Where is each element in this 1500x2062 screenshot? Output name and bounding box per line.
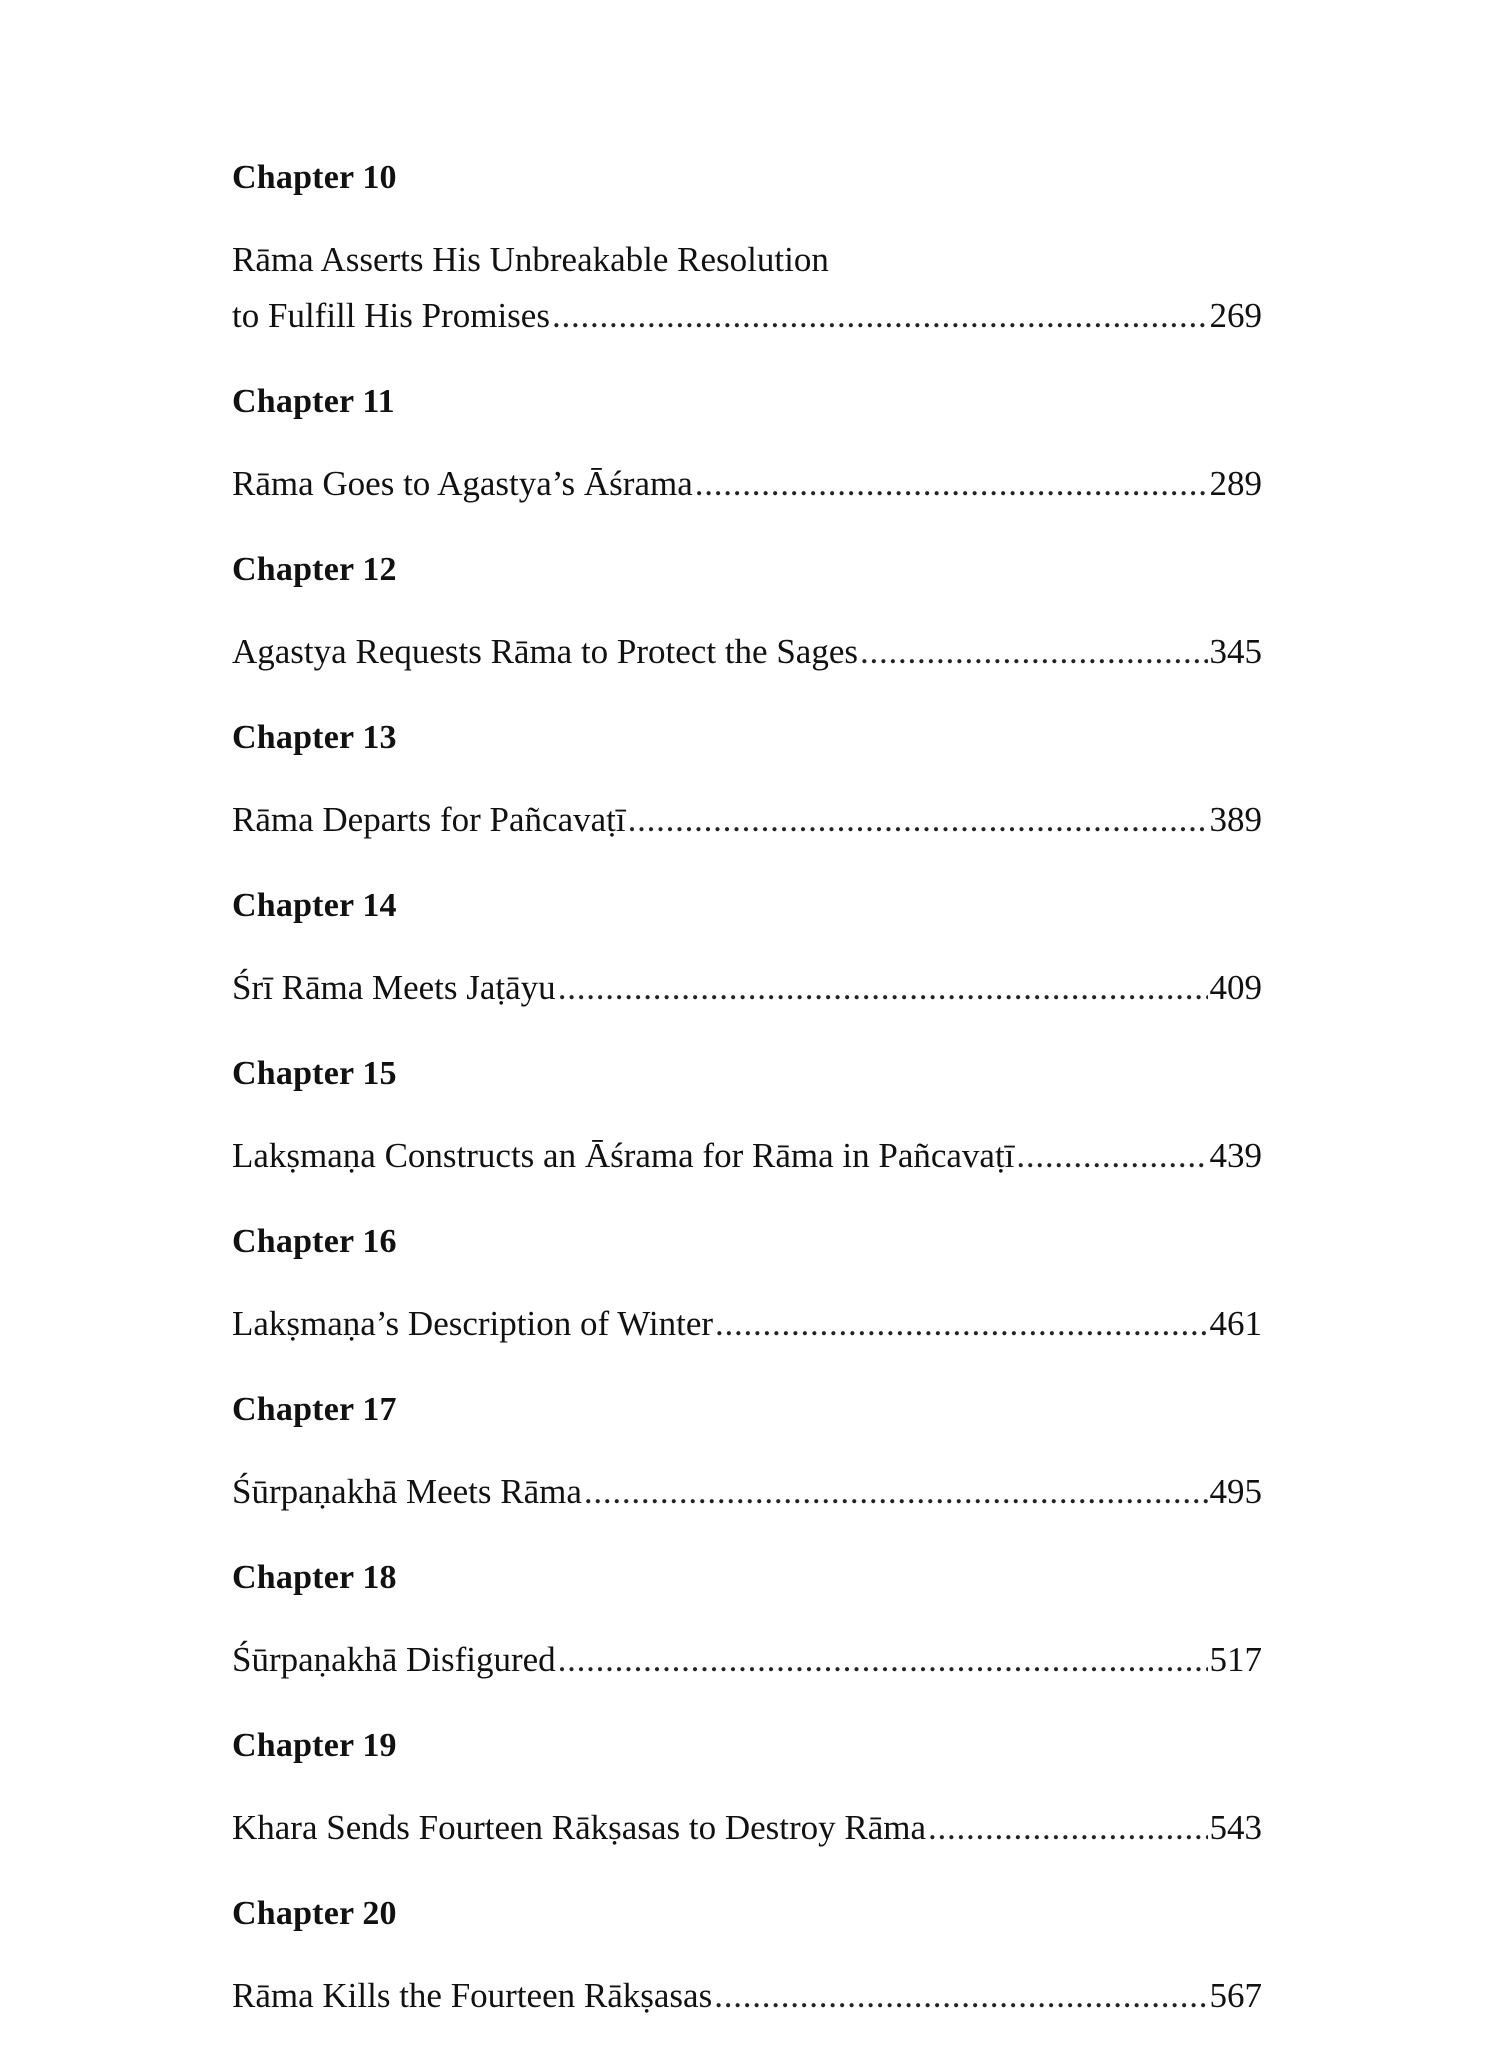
chapter-heading: Chapter 14 (232, 887, 397, 924)
dot-leader (928, 1800, 1207, 1856)
toc-entry (232, 1800, 1262, 1856)
chapter-heading: Chapter 10 (232, 159, 397, 196)
chapter-heading: Chapter 12 (232, 551, 397, 588)
toc-entry (232, 232, 1262, 344)
entry-title: Rāma Goes to Agastya’s Āśrama (232, 464, 693, 503)
toc-entry (232, 1128, 1262, 1184)
dot-leader (714, 1968, 1207, 2024)
page-number: 567 (1209, 1976, 1262, 2015)
dot-leader (715, 1296, 1207, 1352)
entry-title-line1: Rāma Asserts His Unbreakable Resolution (232, 240, 829, 279)
toc-entry (232, 792, 1262, 848)
toc-chapter-15 (232, 1054, 1262, 1184)
page-number: 543 (1209, 1808, 1262, 1847)
page-number: 439 (1209, 1136, 1262, 1175)
dot-leader (558, 960, 1208, 1016)
toc-chapter-17 (232, 1390, 1262, 1520)
table-of-contents (232, 158, 1262, 2062)
toc-entry (232, 1296, 1262, 1352)
toc-chapter-13 (232, 718, 1262, 848)
toc-entry (232, 624, 1262, 680)
entry-title: Śūrpaṇakhā Meets Rāma (232, 1472, 582, 1511)
chapter-heading: Chapter 11 (232, 383, 395, 420)
toc-entry (232, 1968, 1262, 2024)
chapter-heading: Chapter 18 (232, 1559, 397, 1596)
toc-chapter-16 (232, 1222, 1262, 1352)
toc-chapter-19 (232, 1726, 1262, 1856)
entry-title: to Fulfill His Promises (232, 296, 550, 335)
dot-leader (552, 288, 1208, 344)
toc-chapter-14 (232, 886, 1262, 1016)
entry-title: Khara Sends Fourteen Rākṣasas to Destroy Rāma (232, 1808, 927, 1847)
entry-title: Śrī Rāma Meets Jaṭāyu (232, 968, 556, 1007)
page-number: 389 (1209, 800, 1262, 839)
entry-title: Lakṣmaṇa’s Description of Winter (232, 1304, 714, 1343)
entry-title: Lakṣmaṇa Constructs an Āśrama for Rāma in Pañcavaṭī (232, 1136, 1015, 1175)
chapter-heading: Chapter 16 (232, 1223, 397, 1260)
toc-chapter-18 (232, 1558, 1262, 1688)
toc-chapter-20 (232, 1894, 1262, 2024)
toc-entry (232, 960, 1262, 1016)
page-number: 495 (1209, 1472, 1262, 1511)
chapter-heading: Chapter 13 (232, 719, 397, 756)
chapter-heading: Chapter 19 (232, 1727, 397, 1764)
entry-title: Śūrpaṇakhā Disfigured (232, 1640, 556, 1679)
dot-leader (628, 792, 1208, 848)
toc-chapter-11 (232, 382, 1262, 512)
entry-title: Rāma Departs for Pañcavaṭī (232, 800, 626, 839)
dot-leader (558, 1632, 1208, 1688)
page-number: 269 (1209, 296, 1262, 335)
page-number: 409 (1209, 968, 1262, 1007)
toc-entry (232, 1464, 1262, 1520)
toc-entry (232, 1632, 1262, 1688)
toc-chapter-12 (232, 550, 1262, 680)
dot-leader (584, 1464, 1208, 1520)
chapter-heading: Chapter 17 (232, 1391, 397, 1428)
toc-entry (232, 456, 1262, 512)
dot-leader (695, 456, 1208, 512)
dot-leader (860, 624, 1208, 680)
entry-title: Rāma Kills the Fourteen Rākṣasas (232, 1976, 713, 2015)
chapter-heading: Chapter 20 (232, 1895, 397, 1932)
page-number: 517 (1209, 1640, 1262, 1679)
page-number: 289 (1209, 464, 1262, 503)
page-number: 345 (1209, 632, 1262, 671)
page-number: 461 (1209, 1304, 1262, 1343)
toc-chapter-10 (232, 158, 1262, 344)
dot-leader (1016, 1128, 1207, 1184)
chapter-heading: Chapter 15 (232, 1055, 397, 1092)
entry-title: Agastya Requests Rāma to Protect the Sages (232, 632, 858, 671)
